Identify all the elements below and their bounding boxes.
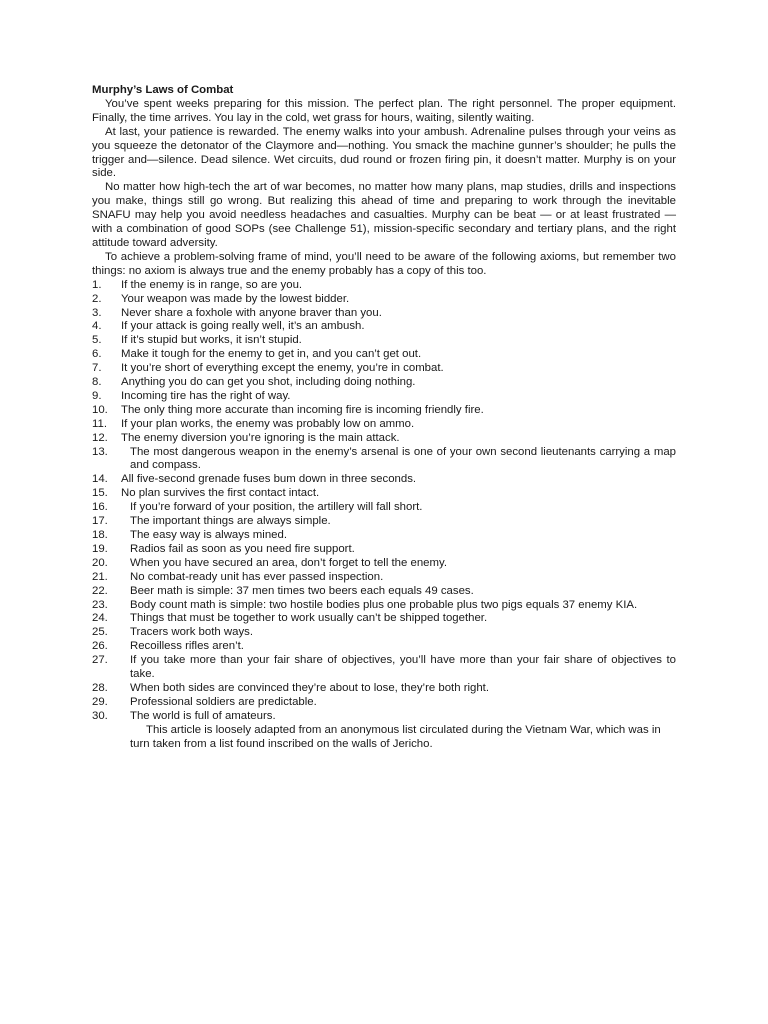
law-item bbox=[92, 432, 676, 446]
law-number: 10. bbox=[92, 403, 108, 416]
law-item bbox=[92, 376, 676, 390]
law-item bbox=[92, 487, 676, 501]
law-item bbox=[92, 334, 676, 348]
law-text: If the enemy is in range, so are you. bbox=[121, 278, 303, 291]
law-text: When both sides are convinced they’re about to lose, they’re both right. bbox=[130, 681, 490, 694]
law-number: 11. bbox=[92, 417, 107, 430]
law-number: 5. bbox=[92, 334, 102, 347]
law-item bbox=[92, 543, 676, 557]
law-text: The world is full of amateurs. bbox=[130, 709, 276, 722]
law-item bbox=[92, 348, 676, 362]
law-text: If you’re forward of your position, the artillery will fall short. bbox=[130, 501, 423, 514]
law-text: The easy way is always mined. bbox=[130, 529, 287, 541]
law-text: Radios fail as soon as you need fire support. bbox=[130, 542, 355, 555]
document-title: Murphy’s Laws of Combat bbox=[92, 84, 234, 96]
law-number: 27. bbox=[92, 654, 108, 667]
law-number: 6. bbox=[92, 348, 102, 361]
law-text: Recoilless rifles aren’t. bbox=[130, 640, 244, 653]
law-text: Never share a foxhole with anyone braver than you. bbox=[121, 306, 382, 319]
law-text: All five-second grenade fuses bum down in three seconds. bbox=[121, 473, 417, 486]
law-item bbox=[92, 710, 676, 724]
law-text: It you’re short of everything except the enemy, you’re in combat. bbox=[121, 362, 444, 375]
law-item bbox=[92, 571, 676, 585]
law-number: 30. bbox=[92, 709, 108, 722]
law-text: Incoming tire has the right of way. bbox=[121, 389, 291, 402]
law-number: 1. bbox=[92, 278, 102, 291]
closing-note: This article is loosely adapted from an anonymous list circulated during the Vietnam War, which was in turn taken from a list found inscribed on the walls of Jericho. bbox=[130, 723, 661, 750]
intro-paragraph-2: At last, your patience is rewarded. The enemy walks into your ambush. Adrenaline pulses through your veins as you squeeze the detonator of the Claymore and—nothing. You smack the machine gunner’s shoulder; he pulls the trigger and—silence. Dead silence. Wet circuits, dud round or frozen firing pin, it doesn’t matter. Murphy is on your side. bbox=[92, 125, 676, 180]
law-number: 28. bbox=[92, 681, 108, 694]
intro-paragraph-1: You’ve spent weeks preparing for this mission. The perfect plan. The right personnel. The proper equipment. Finally, the time arrives. You lay in the cold, wet grass for hours, waiting, silently waiting. bbox=[92, 97, 676, 124]
law-text: If it’s stupid but works, it isn’t stupid. bbox=[121, 334, 302, 347]
law-number: 22. bbox=[92, 584, 108, 597]
law-text: If you take more than your fair share of objectives, you’ll have more than your fair share of objectives to take. bbox=[130, 654, 676, 681]
law-number: 15. bbox=[92, 487, 108, 500]
law-number: 8. bbox=[92, 376, 102, 389]
law-number: 9. bbox=[92, 389, 102, 402]
law-number: 2. bbox=[92, 292, 102, 305]
law-item bbox=[92, 529, 676, 543]
law-number: 23. bbox=[92, 598, 108, 611]
law-text: Your weapon was made by the lowest bidder. bbox=[121, 292, 350, 305]
law-number: 17. bbox=[92, 515, 108, 528]
law-item bbox=[92, 307, 676, 321]
law-item bbox=[92, 418, 676, 432]
law-number: 26. bbox=[92, 640, 108, 653]
law-item bbox=[92, 362, 676, 376]
law-item bbox=[92, 612, 676, 626]
law-number: 21. bbox=[92, 570, 108, 583]
law-number: 19. bbox=[92, 542, 108, 555]
document-page bbox=[92, 84, 676, 752]
law-item bbox=[92, 446, 676, 474]
law-item bbox=[92, 515, 676, 529]
law-text: Professional soldiers are predictable. bbox=[130, 695, 317, 708]
law-text: Anything you do can get you shot, including doing nothing. bbox=[121, 376, 416, 389]
law-text: The only thing more accurate than incoming fire is incoming friendly fire. bbox=[121, 403, 484, 416]
law-text: Body count math is simple: two hostile bodies plus one probable plus two pigs equals 37 enemy KIA. bbox=[130, 598, 638, 611]
law-number: 13. bbox=[92, 445, 108, 458]
law-number: 29. bbox=[92, 695, 108, 708]
laws-list bbox=[92, 279, 676, 724]
intro-paragraph-3: No matter how high-tech the art of war becomes, no matter how many plans, map studies, drills and inspections you make, things still go wrong. But realizing this ahead of time and preparing to work through the inevitable SNAFU may help you avoid needless headaches and casualties. Murphy can be beat — or at least frustrated —with a combination of good SOPs (see Challenge 51), mission-specific secondary and tertiary plans, and the right attitude toward adversity. bbox=[92, 181, 676, 249]
law-text: No combat-ready unit has ever passed inspection. bbox=[130, 570, 384, 583]
law-item bbox=[92, 696, 676, 710]
law-text: If your attack is going really well, it’s an ambush. bbox=[121, 320, 365, 333]
law-number: 12. bbox=[92, 431, 108, 444]
law-item bbox=[92, 404, 676, 418]
law-number: 7. bbox=[92, 362, 102, 375]
law-item bbox=[92, 599, 676, 613]
law-item bbox=[92, 640, 676, 654]
law-text: The most dangerous weapon in the enemy’s arsenal is one of your own second lieutenants carrying a map and compass. bbox=[130, 445, 676, 472]
law-item bbox=[92, 682, 676, 696]
law-number: 4. bbox=[92, 320, 102, 333]
law-number: 3. bbox=[92, 306, 102, 319]
law-item bbox=[92, 320, 676, 334]
law-text: The enemy diversion you’re ignoring is the main attack. bbox=[121, 431, 400, 444]
law-number: 18. bbox=[92, 529, 108, 541]
law-text: When you have secured an area, don’t forget to tell the enemy. bbox=[130, 556, 448, 569]
law-item bbox=[92, 585, 676, 599]
intro-paragraph-4: To achieve a problem-solving frame of mind, you’ll need to be aware of the following axioms, but remember two things: no axiom is always true and the enemy probably has a copy of this too. bbox=[92, 250, 676, 277]
law-number: 25. bbox=[92, 626, 108, 639]
law-text: Tracers work both ways. bbox=[130, 626, 254, 639]
law-item bbox=[92, 390, 676, 404]
law-item bbox=[92, 654, 676, 682]
law-item bbox=[92, 557, 676, 571]
law-item bbox=[92, 473, 676, 487]
law-text: No plan survives the first contact intact. bbox=[121, 487, 320, 500]
law-item bbox=[92, 501, 676, 515]
law-number: 20. bbox=[92, 556, 108, 569]
law-text: The important things are always simple. bbox=[130, 515, 331, 528]
law-text: Beer math is simple: 37 men times two beers each equals 49 cases. bbox=[130, 584, 474, 597]
law-item bbox=[92, 293, 676, 307]
law-number: 14. bbox=[92, 473, 108, 486]
law-item bbox=[92, 279, 676, 293]
law-item bbox=[92, 626, 676, 640]
law-number: 24. bbox=[92, 612, 108, 625]
law-text: If your plan works, the enemy was probably low on ammo. bbox=[121, 417, 415, 430]
law-number: 16. bbox=[92, 501, 108, 514]
law-text: Make it tough for the enemy to get in, and you can’t get out. bbox=[121, 348, 422, 361]
law-text: Things that must be together to work usually can’t be shipped together. bbox=[130, 612, 488, 625]
